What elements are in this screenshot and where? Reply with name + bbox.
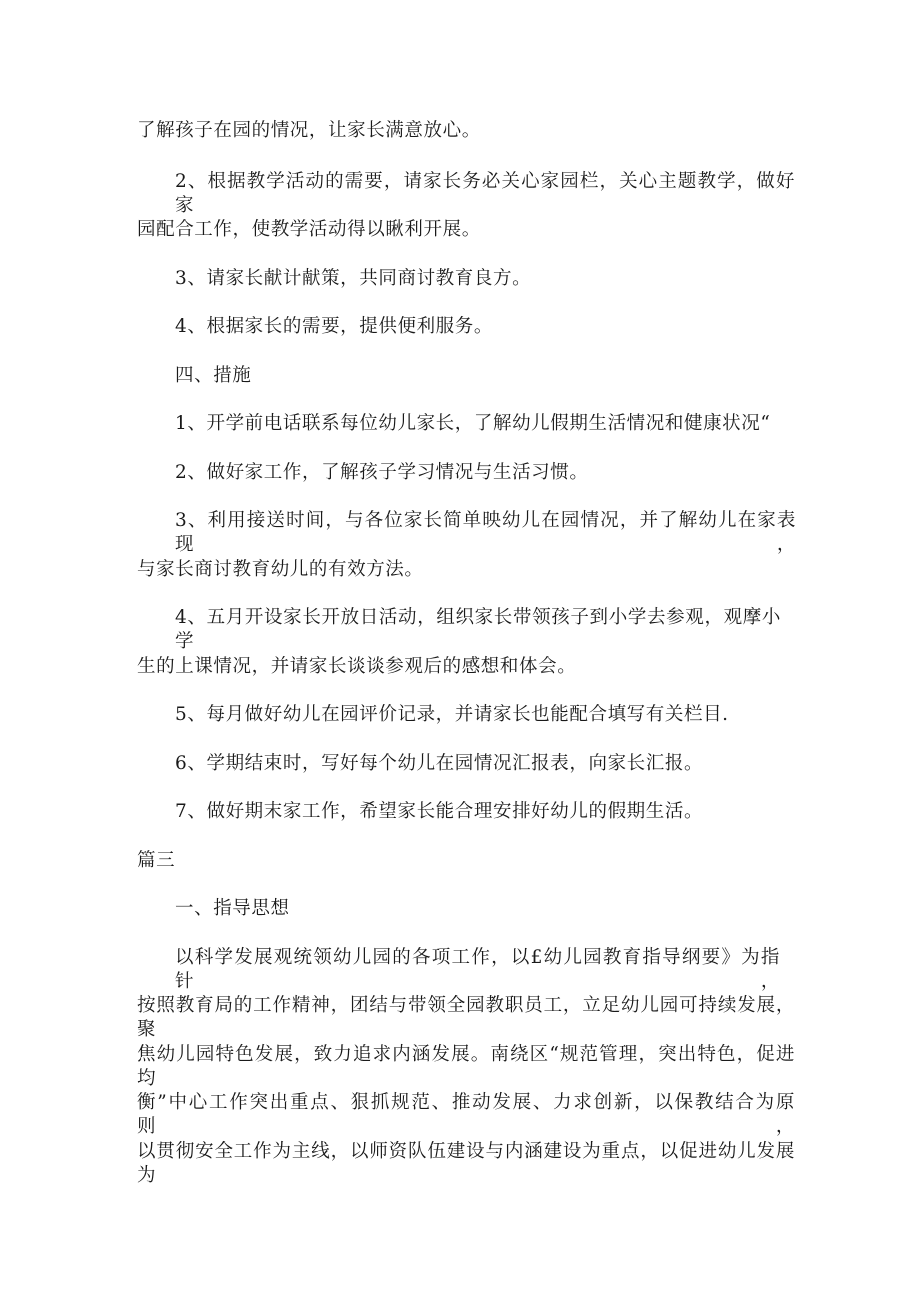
text-line: 与家长商讨教育幼儿的有效方法。 bbox=[137, 559, 424, 580]
section-heading: 四、措施 bbox=[175, 365, 252, 386]
text-line: 5、每月做好幼儿在园评价记录，并请家长也能配合填写有关栏目. bbox=[175, 704, 729, 725]
text-line: 以贯彻安全工作为主线，以师资队伍建设与内涵建设为重点，以促进幼儿发展为 bbox=[137, 1141, 795, 1186]
section-heading: 篇三 bbox=[137, 850, 176, 871]
text-line: 园配合工作，使教学活动得以瞅利开展。 bbox=[137, 219, 481, 240]
text-line: 3、利用接送时间，与各位家长简单映幼儿在园情况，并了解幼儿在家表现， bbox=[175, 510, 796, 555]
text-line: 6、学期结束时，写好每个幼儿在园情况汇报表，向家长汇报。 bbox=[175, 753, 704, 774]
text-line: 2、做好家工作，了解孩子学习情况与生活习惯。 bbox=[175, 462, 589, 483]
text-line: 4、五月开设家长开放日活动，组织家长带领孩子到小学去参观，观摩小学 bbox=[175, 607, 781, 652]
text-line: 了解孩子在园的情况，让家长满意放心。 bbox=[137, 120, 481, 141]
text-line: 4、根据家长的需要，提供便利服务。 bbox=[175, 316, 493, 337]
section-heading: 一、指导思想 bbox=[175, 898, 290, 919]
text-line: 7、做好期末家工作，希望家长能合理安排好幼儿的假期生活。 bbox=[175, 801, 704, 822]
text-line: 生的上课情况，并请家长谈谈参观后的感想和体会。 bbox=[137, 656, 577, 677]
text-line: 以科学发展观统领幼儿园的各项工作，以£幼儿园教育指导纲要》为指针， bbox=[175, 947, 780, 992]
text-line: 衡”中心工作突出重点、狠抓规范、推动发展、力求创新，以保教结合为原则， bbox=[137, 1092, 795, 1137]
text-line: 2、根据教学活动的需要，请家长务必关心家园栏，关心主题教学，做好家 bbox=[175, 171, 795, 216]
text-line: 焦幼儿园特色发展，致力追求内涵发展。南绕区“规范管理，突出特色，促进均 bbox=[137, 1044, 795, 1089]
text-line: 1、开学前电话联系每位幼儿家长，了解幼儿假期生活情况和健康状况“ bbox=[175, 413, 771, 434]
text-line: 按照教育局的工作精神，团结与带领全园教职员工，立足幼儿园可持续发展，聚 bbox=[137, 995, 795, 1040]
text-line: 3、请家长献计献策，共同商讨教育良方。 bbox=[175, 268, 532, 289]
